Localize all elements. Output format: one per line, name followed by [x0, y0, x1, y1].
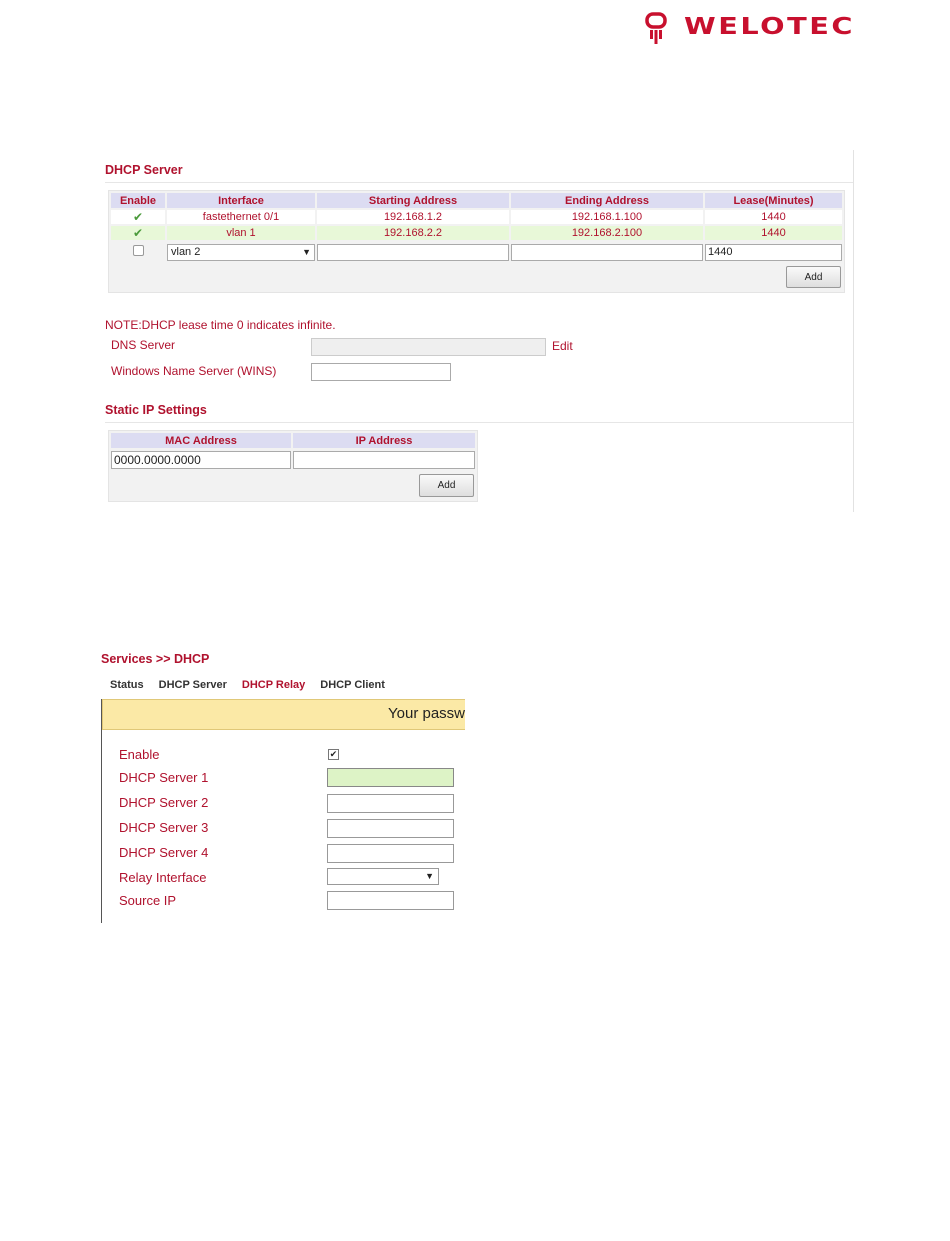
relay-interface-label: Relay Interface	[119, 870, 207, 885]
tab-status[interactable]: Status	[110, 679, 144, 691]
welotec-logo-icon	[644, 12, 668, 48]
start-address-cell: 192.168.1.2	[317, 210, 509, 224]
dhcp-server-3-label: DHCP Server 3	[119, 820, 209, 835]
section-divider	[105, 422, 853, 423]
welotec-logo	[644, 12, 854, 48]
dhcp-server-3-input[interactable]	[327, 819, 454, 838]
dns-server-input[interactable]	[311, 338, 546, 356]
dhcp-server-2-label: DHCP Server 2	[119, 795, 209, 810]
interface-cell: fastethernet 0/1	[167, 210, 315, 224]
dhcp-server-title: DHCP Server	[105, 163, 183, 177]
column-header: MAC Address	[111, 433, 291, 448]
dhcp-server-4-label: DHCP Server 4	[119, 845, 209, 860]
edit-link[interactable]: Edit	[552, 339, 573, 353]
add-static-ip-button[interactable]: Add	[419, 474, 474, 497]
dhcp-server-4-input[interactable]	[327, 844, 454, 863]
column-header: Interface	[167, 193, 315, 208]
tab-bar	[110, 679, 400, 691]
dhcp-server-2-input[interactable]	[327, 794, 454, 813]
table-row[interactable]	[111, 210, 842, 224]
check-icon: ✔	[132, 210, 144, 224]
lease-note: NOTE:DHCP lease time 0 indicates infinite.	[105, 318, 336, 332]
dhcp-relay-panel	[101, 699, 465, 923]
column-header: Ending Address	[511, 193, 703, 208]
column-header: Starting Address	[317, 193, 509, 208]
enable-checkbox[interactable]: ✔	[329, 749, 338, 759]
check-icon: ✔	[132, 226, 144, 240]
end-address-input[interactable]	[511, 244, 703, 261]
tab-dhcp-relay[interactable]: DHCP Relay	[241, 679, 306, 691]
chevron-down-icon: ▼	[302, 247, 311, 257]
interface-select[interactable]	[167, 244, 315, 261]
source-ip-input[interactable]	[327, 891, 454, 910]
column-header: Enable	[111, 193, 165, 208]
lease-cell: 1440	[705, 210, 842, 224]
lease-input[interactable]: 1440	[705, 244, 842, 261]
lease-cell: 1440	[705, 226, 842, 240]
mac-address-input[interactable]: 0000.0000.0000	[111, 451, 291, 469]
column-header: IP Address	[293, 433, 475, 448]
table-header-row	[111, 433, 475, 448]
wins-input[interactable]	[311, 363, 451, 381]
enable-label: Enable	[119, 747, 160, 762]
dhcp-server-table	[108, 190, 845, 293]
start-address-input[interactable]	[317, 244, 509, 261]
relay-interface-select[interactable]	[327, 868, 439, 885]
source-ip-label: Source IP	[119, 893, 177, 908]
end-address-cell: 192.168.2.100	[511, 226, 703, 240]
screenshot-border	[853, 150, 854, 512]
chevron-down-icon: ▼	[425, 871, 434, 881]
table-row[interactable]	[111, 226, 842, 240]
interface-select-value: vlan 2	[171, 246, 201, 258]
static-ip-title: Static IP Settings	[105, 403, 207, 417]
password-warning-banner	[102, 699, 465, 730]
logo-wordmark: WELOTEC	[684, 14, 855, 40]
static-ip-table	[108, 430, 478, 502]
dhcp-server-1-input[interactable]	[327, 768, 454, 787]
ip-address-input[interactable]	[293, 451, 475, 469]
dhcp-server-screenshot	[100, 150, 854, 512]
column-header: Lease(Minutes)	[705, 193, 842, 208]
breadcrumb: Services >> DHCP	[101, 652, 210, 666]
wins-label: Windows Name Server (WINS)	[111, 364, 277, 378]
table-header-row	[111, 193, 842, 208]
new-entry-row	[111, 242, 842, 262]
enable-checkbox[interactable]	[133, 245, 144, 256]
tab-dhcp-client[interactable]: DHCP Client	[320, 679, 385, 691]
end-address-cell: 192.168.1.100	[511, 210, 703, 224]
dhcp-server-1-label: DHCP Server 1	[119, 770, 209, 785]
section-divider	[105, 182, 853, 183]
start-address-cell: 192.168.2.2	[317, 226, 509, 240]
new-entry-row	[111, 450, 475, 470]
dns-server-label: DNS Server	[111, 338, 176, 352]
interface-cell: vlan 1	[167, 226, 315, 240]
banner-text: Your passw	[388, 705, 465, 722]
tab-dhcp-server[interactable]: DHCP Server	[158, 679, 227, 691]
add-dhcp-button[interactable]: Add	[786, 266, 841, 288]
